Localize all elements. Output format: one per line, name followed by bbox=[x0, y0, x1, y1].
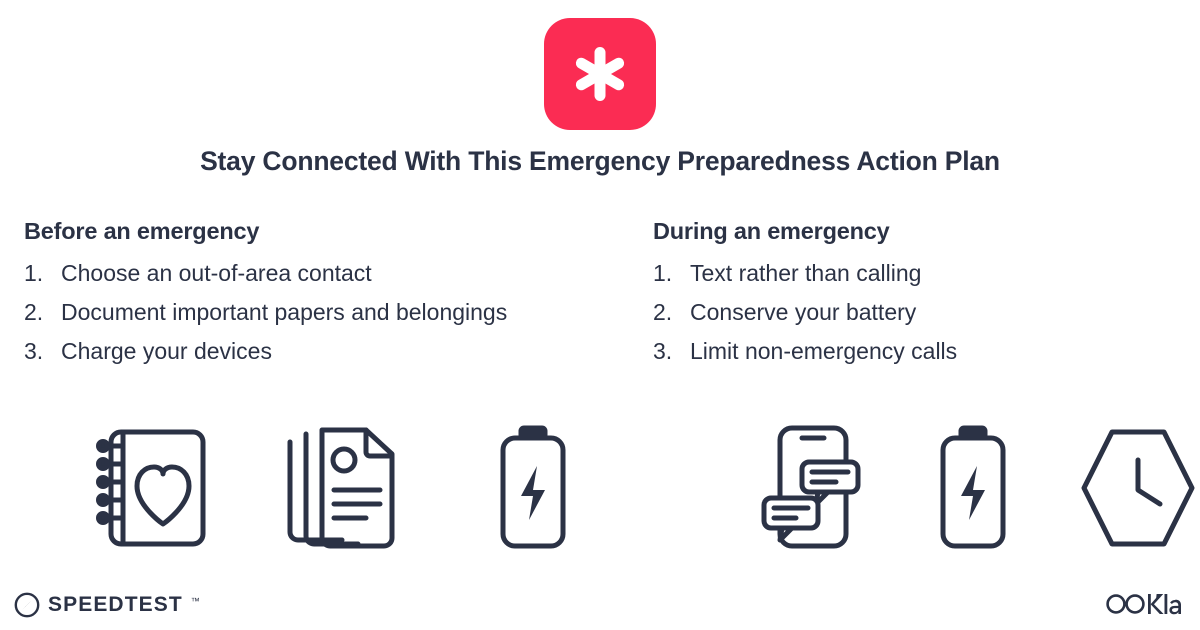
brand-badge bbox=[544, 18, 656, 130]
list-item: Charge your devices bbox=[61, 338, 272, 364]
icon-box-clock bbox=[1076, 418, 1200, 558]
speedtest-trademark: ™ bbox=[190, 596, 200, 606]
icon-group-during bbox=[600, 418, 1200, 558]
ookla-logo bbox=[1106, 592, 1182, 616]
icons-container bbox=[0, 418, 1200, 558]
icon-box-documents bbox=[275, 418, 409, 558]
list-item: Choose an out-of-area contact bbox=[61, 260, 372, 286]
page-title: Stay Connected With This Emergency Preparedness Action Plan bbox=[200, 146, 1000, 176]
list-item: Document important papers and belongings bbox=[61, 299, 508, 325]
list-item: Limit non-emergency calls bbox=[690, 338, 958, 364]
asterisk-icon bbox=[569, 43, 631, 105]
badge-container bbox=[0, 18, 1200, 130]
battery-bolt-icon bbox=[935, 424, 1011, 552]
battery-bolt-icon bbox=[495, 424, 571, 552]
columns-container bbox=[0, 218, 1200, 371]
list-item: Conserve your battery bbox=[690, 299, 917, 325]
steps-list-during bbox=[653, 254, 1200, 371]
icon-box-phone-message bbox=[752, 418, 870, 558]
footer bbox=[0, 574, 1200, 630]
list-item: Text rather than calling bbox=[690, 260, 922, 286]
column-heading-before: Before an emergency bbox=[24, 218, 260, 244]
icon-box-battery-before bbox=[466, 418, 600, 558]
speedtest-logo bbox=[14, 592, 200, 618]
speedtest-label: SPEEDTEST bbox=[48, 593, 183, 616]
documents-stack-icon bbox=[282, 424, 402, 552]
icon-group-before bbox=[0, 418, 600, 558]
icon-box-battery-during bbox=[914, 418, 1032, 558]
steps-list-before bbox=[24, 254, 600, 371]
icon-box-notebook bbox=[85, 418, 219, 558]
ookla-wordmark-icon bbox=[1106, 592, 1182, 616]
column-before-emergency bbox=[0, 218, 600, 371]
notebook-heart-icon bbox=[93, 424, 211, 552]
hexagon-clock-icon bbox=[1076, 424, 1200, 552]
column-during-emergency bbox=[600, 218, 1200, 371]
speedtest-gauge-icon bbox=[14, 592, 40, 618]
phone-message-icon bbox=[756, 424, 866, 552]
column-heading-during: During an emergency bbox=[653, 218, 890, 244]
